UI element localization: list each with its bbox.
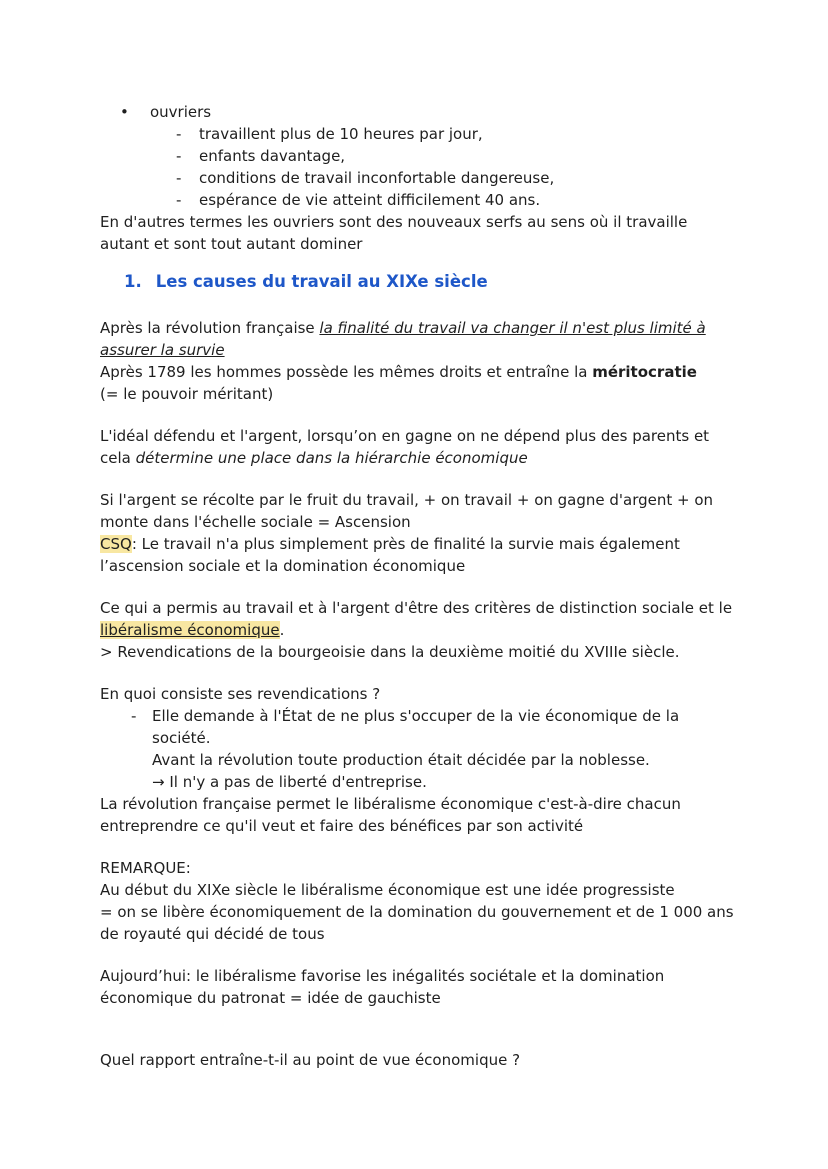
text-line bbox=[100, 447, 760, 469]
text-run: Au début du XIXe siècle le libéralisme économique est une idée progressiste bbox=[100, 881, 675, 899]
text-line bbox=[100, 361, 760, 383]
text-run: REMARQUE: bbox=[100, 859, 191, 877]
indented-line bbox=[100, 749, 760, 771]
list-item-text bbox=[150, 103, 211, 121]
dash-marker: - bbox=[176, 191, 182, 209]
heading-number: 1. bbox=[124, 272, 142, 291]
text-run: l’ascension sociale et la domination économique bbox=[100, 557, 466, 575]
text-run: ouvriers bbox=[150, 103, 212, 121]
text-run: L'idéal défendu et l'argent, lorsqu’on en gagne on ne dépend plus des parents et bbox=[100, 427, 710, 445]
indented-line bbox=[100, 771, 760, 793]
dash-item bbox=[100, 705, 760, 727]
dash-marker: - bbox=[176, 125, 182, 143]
text-line bbox=[100, 619, 760, 641]
text-run: En quoi consiste ses revendications ? bbox=[100, 685, 381, 703]
text-line bbox=[100, 383, 760, 405]
list-item-text bbox=[199, 169, 554, 187]
section-heading bbox=[124, 269, 760, 295]
dash-item bbox=[100, 145, 760, 167]
text-line bbox=[100, 511, 760, 533]
dash-marker: - bbox=[176, 147, 182, 165]
text-run: cela bbox=[100, 449, 136, 467]
text-run: > Revendications de la bourgeoisie dans la deuxième moitié du XVIIIe siècle. bbox=[100, 643, 680, 661]
blank-line bbox=[100, 577, 760, 597]
text-run: entreprendre ce qu'il veut et faire des bénéfices par son activité bbox=[100, 817, 584, 835]
blank-line bbox=[100, 1009, 760, 1029]
text-line bbox=[100, 597, 760, 619]
blank-line bbox=[100, 469, 760, 489]
text-run: la finalité du travail va changer il n'est plus limité à bbox=[319, 319, 706, 337]
text-line bbox=[100, 555, 760, 577]
text-run: Ce qui a permis au travail et à l'argent d'être des critères de distinction sociale et le bbox=[100, 599, 733, 617]
blank-line bbox=[100, 405, 760, 425]
text-line bbox=[100, 1049, 760, 1071]
text-line bbox=[100, 425, 760, 447]
blank-line bbox=[100, 837, 760, 857]
text-line bbox=[100, 489, 760, 511]
dash-marker: - bbox=[131, 707, 137, 725]
highlighted-text-run: libéralisme économique bbox=[100, 621, 280, 639]
dash-item bbox=[100, 167, 760, 189]
text-line bbox=[100, 533, 760, 555]
text-line bbox=[100, 923, 760, 945]
text-line bbox=[100, 901, 760, 923]
text-line bbox=[100, 987, 760, 1009]
text-run: enfants davantage, bbox=[199, 147, 346, 165]
dash-item bbox=[100, 123, 760, 145]
text-line bbox=[100, 211, 760, 233]
text-line bbox=[100, 965, 760, 987]
text-line bbox=[100, 857, 760, 879]
text-line bbox=[100, 233, 760, 255]
blank-line bbox=[100, 663, 760, 683]
bullet-marker: • bbox=[120, 103, 129, 121]
text-run: économique du patronat = idée de gauchiste bbox=[100, 989, 441, 1007]
text-run: assurer la survie bbox=[100, 341, 225, 359]
text-line bbox=[100, 339, 760, 361]
text-run: société. bbox=[152, 729, 211, 747]
text-run: : Le travail n'a plus simplement près de finalité la survie mais également bbox=[131, 535, 680, 553]
text-run: . bbox=[279, 621, 285, 639]
text-run: autant et sont tout autant dominer bbox=[100, 235, 363, 253]
text-run: Après la révolution française bbox=[100, 319, 320, 337]
text-run: espérance de vie atteint difficilement 40 ans. bbox=[199, 191, 541, 209]
blank-line bbox=[100, 1029, 760, 1049]
text-line bbox=[100, 815, 760, 837]
blank-line bbox=[100, 945, 760, 965]
text-run: Quel rapport entraîne-t-il au point de vue économique ? bbox=[100, 1051, 521, 1069]
document-content bbox=[100, 101, 760, 1071]
dash-item bbox=[100, 189, 760, 211]
text-line bbox=[100, 879, 760, 901]
text-run: Elle demande à l'État de ne plus s'occuper de la vie économique de la bbox=[152, 707, 680, 725]
text-run: En d'autres termes les ouvriers sont des nouveaux serfs au sens où il travaille bbox=[100, 213, 688, 231]
text-run: de royauté qui décidé de tous bbox=[100, 925, 325, 943]
indented-line bbox=[100, 727, 760, 749]
text-line bbox=[100, 683, 760, 705]
text-line bbox=[100, 641, 760, 663]
text-line bbox=[100, 317, 760, 339]
text-run: La révolution française permet le libéralisme économique c'est-à-dire chacun bbox=[100, 795, 681, 813]
list-item-text bbox=[199, 191, 540, 209]
text-line bbox=[100, 793, 760, 815]
text-run: monte dans l'échelle sociale = Ascension bbox=[100, 513, 411, 531]
text-run: conditions de travail inconfortable dangereuse, bbox=[199, 169, 555, 187]
text-run: travaillent plus de 10 heures par jour, bbox=[199, 125, 483, 143]
heading-text: Les causes du travail au XIXe siècle bbox=[155, 272, 488, 291]
dash-marker: - bbox=[176, 169, 182, 187]
text-run: (= le pouvoir méritant) bbox=[100, 385, 274, 403]
highlighted-text-run: CSQ bbox=[100, 535, 132, 553]
text-run: → Il n'y a pas de liberté d'entreprise. bbox=[152, 773, 427, 791]
list-item-text bbox=[199, 147, 345, 165]
text-run: Après 1789 les hommes possède les mêmes droits et entraîne la bbox=[100, 363, 593, 381]
text-run: Aujourd’hui: le libéralisme favorise les inégalités sociétale et la domination bbox=[100, 967, 665, 985]
list-item-text bbox=[152, 707, 679, 725]
list-item-text bbox=[199, 125, 483, 143]
text-run: Avant la révolution toute production était décidée par la noblesse. bbox=[152, 751, 650, 769]
text-run: méritocratie bbox=[592, 363, 697, 381]
bullet-item bbox=[100, 101, 760, 123]
text-run: = on se libère économiquement de la domination du gouvernement et de 1 000 ans bbox=[100, 903, 734, 921]
text-run: détermine une place dans la hiérarchie économique bbox=[135, 449, 528, 467]
text-run: Si l'argent se récolte par le fruit du travail, + on travail + on gagne d'argent + on bbox=[100, 491, 714, 509]
